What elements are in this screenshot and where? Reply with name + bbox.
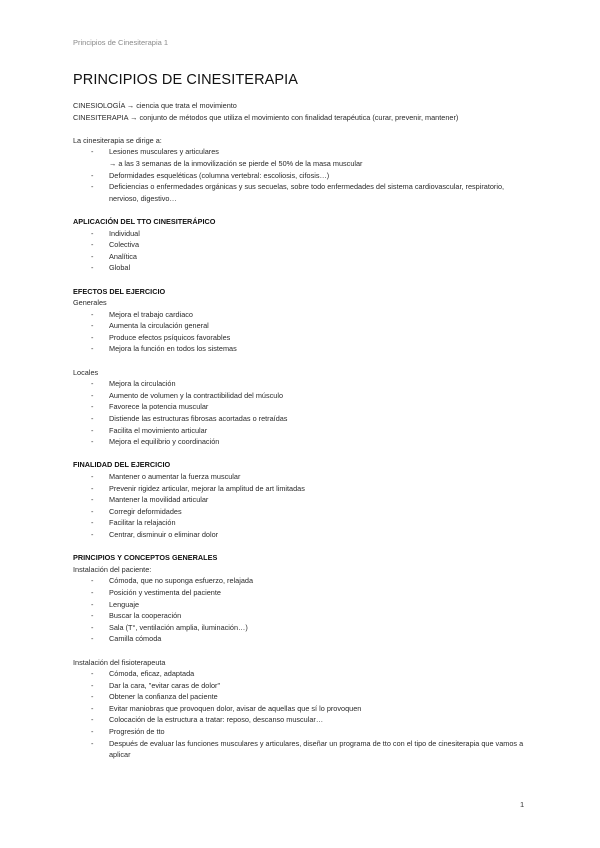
- list-item-text: Camilla cómoda: [109, 634, 162, 644]
- bullet-dash: -: [91, 182, 94, 192]
- list-item: [73, 714, 533, 726]
- subsection-label-locales: Locales: [73, 367, 99, 377]
- section-heading-aplicacion: APLICACIÓN DEL TTO CINESITERÁPICO: [73, 216, 216, 226]
- bullet-dash: -: [91, 379, 94, 389]
- list-item-text: Posición y vestimenta del paciente: [109, 587, 221, 597]
- list-item-text: Mejora el trabajo cardiaco: [109, 309, 193, 319]
- list-item-subnote: → a las 3 semanas de la inmovilización se pierde el 50% de la masa muscular: [109, 158, 363, 168]
- bullet-dash: -: [91, 634, 94, 644]
- list-item: [73, 228, 533, 240]
- list-item: [73, 320, 533, 332]
- list-item-text: Sala (T°, ventilación amplia, iluminación…): [109, 622, 248, 632]
- list-item-text: Mejora la función en todos los sistemas: [109, 344, 237, 354]
- subsection-label-paciente: Instalación del paciente:: [73, 564, 152, 574]
- definition-cinesiologia: CINESIOLOGÍA → ciencia que trata el movimiento: [73, 101, 237, 110]
- dirigida-intro: La cinesiterapia se dirige a:: [73, 135, 162, 145]
- list-item: [73, 633, 533, 645]
- list-item-text: Analítica: [109, 251, 137, 261]
- list-item: [73, 587, 533, 599]
- bullet-dash: -: [91, 587, 94, 597]
- list-item: [73, 668, 533, 680]
- section-heading-principios: PRINCIPIOS Y CONCEPTOS GENERALES: [73, 553, 218, 563]
- list-item: [73, 483, 533, 495]
- bullet-dash: -: [91, 332, 94, 342]
- bullet-dash: -: [91, 692, 94, 702]
- list-item: [73, 506, 533, 518]
- list-item-text: Mantener o aumentar la fuerza muscular: [109, 472, 241, 481]
- section-heading-efectos: EFECTOS DEL EJERCICIO: [73, 286, 166, 296]
- list-item: [73, 425, 533, 437]
- page-title: PRINCIPIOS DE CINESITERAPIA: [73, 72, 299, 88]
- list-item: [73, 146, 533, 169]
- bullet-dash: -: [91, 437, 94, 447]
- list-item-text: Cómoda, eficaz, adaptada: [109, 669, 195, 679]
- bullet-dash: -: [91, 483, 94, 493]
- list-item: [73, 170, 533, 182]
- running-header: Principios de Cinesiterapia 1: [73, 38, 169, 47]
- list-item: [73, 378, 533, 390]
- bullet-dash: -: [91, 680, 94, 690]
- bullet-dash: -: [91, 240, 94, 250]
- bullet-dash: -: [91, 727, 94, 737]
- list-item: [73, 517, 533, 529]
- list-item: [73, 413, 533, 425]
- list-item-text: Global: [109, 263, 131, 273]
- list-item: [73, 343, 533, 355]
- list-item: [73, 181, 533, 204]
- list-item-text: Progresión de tto: [109, 727, 165, 737]
- list-item-text: Facilitar la relajación: [109, 518, 176, 528]
- list-item-text: Mejora el equilibrio y coordinación: [109, 437, 220, 447]
- list-item: [73, 680, 533, 692]
- list-item-text: Cómoda, que no suponga esfuerzo, relajada: [109, 576, 254, 586]
- list-item: [73, 691, 533, 703]
- section-heading-finalidad: FINALIDAD DEL EJERCICIO: [73, 460, 171, 470]
- list-item: [73, 622, 533, 634]
- list-item-text: Facilita el movimiento articular: [109, 425, 208, 435]
- list-item: [73, 390, 533, 402]
- list-item-text: Buscar la cooperación: [109, 611, 182, 621]
- list-item-text: Distiende las estructuras fibrosas acortadas o retraídas: [109, 414, 288, 424]
- bullet-dash: -: [91, 738, 94, 748]
- bullet-dash: -: [91, 506, 94, 516]
- list-item-text: Evitar maniobras que provoquen dolor, avisar de aquellas que sí lo provoquen: [109, 703, 362, 713]
- bullet-dash: -: [91, 170, 94, 180]
- list-item-text: Centrar, disminuir o eliminar dolor: [109, 529, 219, 539]
- list-item-text: Deficiencias o enfermedades orgánicas y sus secuelas, sobre todo enfermedades del sistema cardiovascular, respiratorio, nervioso, digestivo…: [109, 182, 505, 203]
- list-item: [73, 575, 533, 587]
- list-item: [73, 529, 533, 541]
- list-item: [73, 599, 533, 611]
- list-item: [73, 610, 533, 622]
- bullet-dash: -: [91, 425, 94, 435]
- list-item: [73, 494, 533, 506]
- definition-cinesiterapia: CINESITERAPIA → conjunto de métodos que utiliza el movimiento con finalidad terapéutica (curar, prevenir, mantener): [73, 112, 459, 122]
- bullet-dash: -: [91, 715, 94, 725]
- list-item-text: Aumenta la circulación general: [109, 321, 209, 331]
- list-item-text: Produce efectos psíquicos favorables: [109, 332, 231, 342]
- bullet-dash: -: [91, 309, 94, 319]
- list-item-text: Lenguaje: [109, 599, 140, 609]
- list-item-text: Aumento de volumen y la contractibilidad del músculo: [109, 390, 284, 400]
- list-item-text: Dar la cara, "evitar caras de dolor": [109, 680, 221, 690]
- list-item-text: Deformidades esqueléticas (columna vertebral: escoliosis, cifosis…): [109, 170, 330, 180]
- list-item: [73, 309, 533, 321]
- list-item-text: Colectiva: [109, 240, 140, 250]
- subsection-label-generales: Generales: [73, 298, 107, 308]
- bullet-dash: -: [91, 263, 94, 273]
- bullet-dash: -: [91, 703, 94, 713]
- bullet-dash: -: [91, 611, 94, 621]
- subsection-label-fisioterapeuta: Instalación del fisioterapeuta: [73, 657, 166, 667]
- bullet-dash: -: [91, 344, 94, 354]
- list-item-text: Corregir deformidades: [109, 506, 182, 516]
- list-item: [73, 703, 533, 715]
- list-item-text: Lesiones musculares y articulares: [109, 147, 219, 157]
- list-item-text: Colocación de la estructura a tratar: reposo, descanso muscular…: [109, 715, 324, 725]
- list-item-text: Individual: [109, 228, 140, 238]
- list-item: [73, 401, 533, 413]
- bullet-dash: -: [91, 669, 94, 679]
- bullet-dash: -: [91, 402, 94, 412]
- list-item-text: Obtener la confianza del paciente: [109, 692, 218, 702]
- bullet-dash: -: [91, 576, 94, 586]
- bullet-dash: -: [91, 472, 94, 481]
- bullet-dash: -: [91, 390, 94, 400]
- bullet-dash: -: [91, 414, 94, 424]
- bullet-dash: -: [91, 228, 94, 238]
- list-item-text: Mejora la circulación: [109, 379, 176, 389]
- bullet-dash: -: [91, 321, 94, 331]
- list-item: [73, 726, 533, 738]
- bullet-dash: -: [91, 147, 94, 157]
- document-body: [73, 100, 533, 761]
- list-item: [73, 332, 533, 344]
- list-item: [73, 436, 533, 448]
- bullet-dash: -: [91, 529, 94, 539]
- bullet-dash: -: [91, 495, 94, 505]
- bullet-dash: -: [91, 518, 94, 528]
- list-item: [73, 262, 533, 274]
- bullet-dash: -: [91, 622, 94, 632]
- page-number: 1: [520, 800, 525, 809]
- list-item-text: Mantener la movilidad articular: [109, 495, 209, 505]
- list-item-text: Después de evaluar las funciones musculares y articulares, diseñar un programa de tto con el tipo de cinesiterapia que vamos a aplicar: [109, 738, 524, 760]
- list-item: [73, 471, 533, 483]
- list-item: [73, 738, 533, 761]
- list-item: [73, 239, 533, 251]
- list-item: [73, 251, 533, 263]
- bullet-dash: -: [91, 251, 94, 261]
- bullet-dash: -: [91, 599, 94, 609]
- list-item-text: Favorece la potencia muscular: [109, 402, 209, 412]
- list-item-text: Prevenir rigidez articular, mejorar la amplitud de art limitadas: [109, 483, 305, 493]
